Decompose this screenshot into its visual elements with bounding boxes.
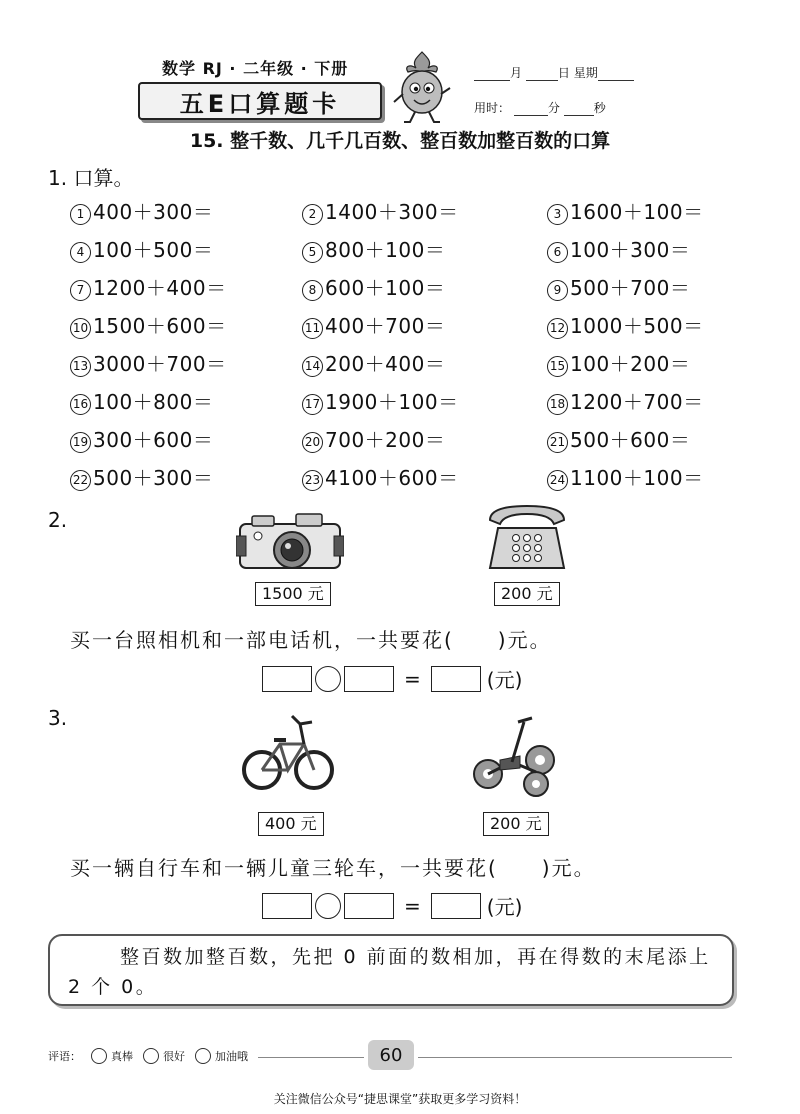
result-box[interactable] [431,893,481,919]
problem-grid [70,196,750,490]
problem-expression: 500＋600＝ [570,428,691,452]
section3-label: 3. [48,706,68,730]
rating-good: 很好 [163,1050,185,1063]
problem-expression: 1600＋100＝ [570,200,704,224]
section2-question: 买一台照相机和一部电话机，一共要花( )元。 [70,628,552,652]
equals-sign: = [404,893,421,918]
page-number: 60 [368,1040,414,1070]
problem-number: 18 [547,394,568,415]
problem-item[interactable] [302,234,547,262]
footer-note: 关注微信公众号“捷思课堂”获取更多学习资料！ [273,1092,527,1106]
problem-number: 20 [302,432,323,453]
problem-expression: 400＋700＝ [325,314,446,338]
problem-number: 4 [70,242,91,263]
problem-expression: 1200＋400＝ [93,276,227,300]
bicycle-icon [242,704,334,800]
camera-price: 1500 元 [255,582,331,606]
problem-number: 12 [547,318,568,339]
problem-number: 19 [70,432,91,453]
problem-item[interactable] [547,424,747,452]
problem-expression: 100＋500＝ [93,238,214,262]
problem-expression: 100＋800＝ [93,390,214,414]
problem-number: 5 [302,242,323,263]
problem-item[interactable] [70,348,302,376]
mascot-icon [390,48,454,130]
problem-expression: 4100＋600＝ [325,466,459,490]
good-face-icon[interactable] [143,1048,159,1064]
keep-going-face-icon[interactable] [195,1048,211,1064]
book-subtitle: 数学 RJ · 二年级 · 下册 [162,59,349,78]
result-box[interactable] [431,666,481,692]
problem-item[interactable] [547,386,747,414]
section1-label: 1. 口算。 [48,166,134,190]
lesson-title: 15. 整千数、几千几百数、整百数加整百数的口算 [189,130,611,152]
problem-item[interactable] [302,348,547,376]
problem-expression: 500＋300＝ [93,466,214,490]
addend2-box[interactable] [344,666,394,692]
section2-label: 2. [48,508,68,532]
minute-label: 分 [547,101,560,115]
evaluation-row [48,1048,248,1064]
problem-item[interactable] [70,310,302,338]
problem-item[interactable] [547,272,747,300]
day-label: 日 [557,66,570,80]
date-field[interactable] [474,64,634,81]
problem-number: 23 [302,470,323,491]
time-field[interactable] [474,99,606,116]
bicycle-price: 400 元 [258,812,324,836]
problem-number: 9 [547,280,568,301]
section3-equation [262,891,522,920]
tricycle-price: 200 元 [483,812,549,836]
problem-item[interactable] [70,424,302,452]
evaluation-label: 评语： [48,1050,81,1063]
problem-expression: 1500＋600＝ [93,314,227,338]
problem-item[interactable] [547,196,747,224]
problem-number: 8 [302,280,323,301]
rating-great: 真棒 [111,1050,133,1063]
problem-expression: 200＋400＝ [325,352,446,376]
telephone-icon [484,500,570,578]
problem-item[interactable] [302,272,547,300]
problem-number: 21 [547,432,568,453]
problem-item[interactable] [70,462,302,490]
tricycle-icon [470,712,560,802]
problem-item[interactable] [302,196,547,224]
problem-expression: 700＋200＝ [325,428,446,452]
problem-number: 15 [547,356,568,377]
problem-expression: 1000＋500＝ [570,314,704,338]
problem-number: 6 [547,242,568,263]
equals-sign: = [404,666,421,691]
addend1-box[interactable] [262,666,312,692]
problem-item[interactable] [547,234,747,262]
problem-expression: 3000＋700＝ [93,352,227,376]
problem-expression: 300＋600＝ [93,428,214,452]
problem-expression: 1400＋300＝ [325,200,459,224]
problem-number: 14 [302,356,323,377]
month-label: 月 [510,66,523,80]
time-label: 用时： [474,101,511,115]
great-face-icon[interactable] [91,1048,107,1064]
problem-expression: 100＋300＝ [570,238,691,262]
problem-number: 2 [302,204,323,225]
problem-expression: 100＋200＝ [570,352,691,376]
problem-item[interactable] [70,272,302,300]
problem-item[interactable] [70,386,302,414]
addend2-box[interactable] [344,893,394,919]
problem-expression: 500＋700＝ [570,276,691,300]
addend1-box[interactable] [262,893,312,919]
problem-number: 1 [70,204,91,225]
problem-number: 10 [70,318,91,339]
problem-item[interactable] [70,234,302,262]
tip-box [48,934,734,1006]
problem-number: 11 [302,318,323,339]
problem-expression: 800＋100＝ [325,238,446,262]
section3-question: 买一辆自行车和一辆儿童三轮车，一共要花( )元。 [70,856,596,880]
problem-item[interactable] [70,196,302,224]
rating-keep-going: 加油哦 [215,1050,248,1063]
problem-number: 13 [70,356,91,377]
problem-number: 3 [547,204,568,225]
problem-item[interactable] [302,386,547,414]
problem-expression: 1900＋100＝ [325,390,459,414]
problem-number: 17 [302,394,323,415]
problem-expression: 1100＋100＝ [570,466,704,490]
unit-label: (元) [486,895,523,919]
problem-number: 7 [70,280,91,301]
week-label: 星期 [573,66,598,80]
problem-expression: 400＋300＝ [93,200,214,224]
footer-divider-right [418,1057,732,1058]
operator-circle[interactable] [315,893,341,919]
problem-item[interactable] [547,310,747,338]
problem-number: 24 [547,470,568,491]
telephone-price: 200 元 [494,582,560,606]
problem-item[interactable] [547,462,747,490]
problem-expression: 600＋100＝ [325,276,446,300]
tip-text: 整百数加整百数，先把 0 前面的数相加，再在得数的末尾添上 2 个 0。 [68,946,711,998]
section2-equation [262,664,522,693]
problem-item[interactable] [302,310,547,338]
second-label: 秒 [593,101,606,115]
camera-icon [236,508,344,578]
unit-label: (元) [486,668,523,692]
problem-item[interactable] [547,348,747,376]
problem-number: 22 [70,470,91,491]
problem-item[interactable] [302,462,547,490]
problem-item[interactable] [302,424,547,452]
problem-number: 16 [70,394,91,415]
book-title: 五E口算题卡 [138,82,382,120]
operator-circle[interactable] [315,666,341,692]
problem-expression: 1200＋700＝ [570,390,704,414]
footer-divider-left [258,1057,364,1058]
